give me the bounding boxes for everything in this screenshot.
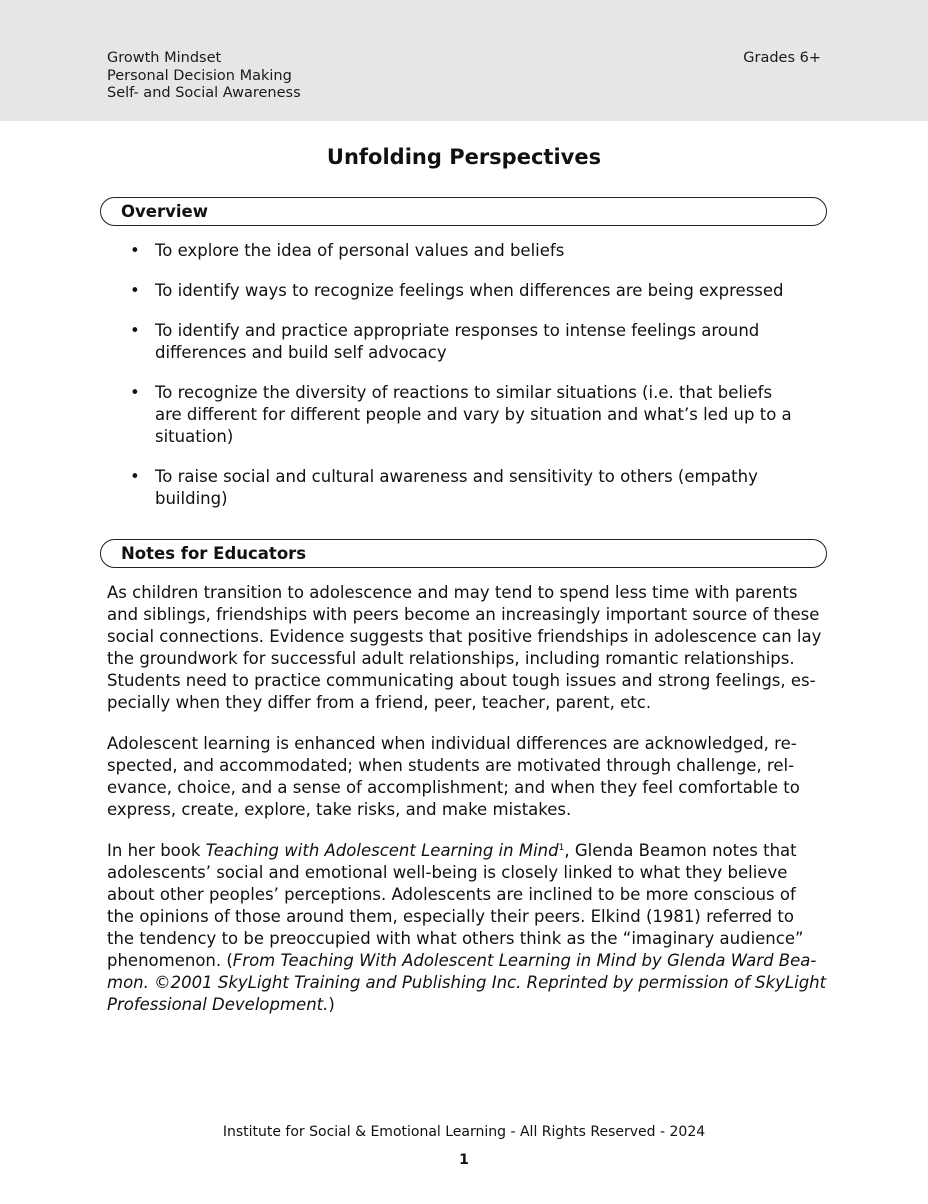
grade-level: Grades 6+ (743, 50, 821, 66)
text-line: express, create, explore, take risks, and make mistakes. (107, 800, 572, 819)
page-title: Unfolding Perspectives (326, 145, 602, 169)
list-item-line: differences and build self advocacy (155, 343, 447, 362)
notes-paragraph (107, 733, 823, 821)
book-title: Teaching with Adolescent Learning in Mind (205, 841, 559, 860)
list-item-line: To identify and practice appropriate responses to intense feelings around (155, 321, 760, 340)
notes-body (107, 582, 827, 1035)
text-line: evance, choice, and a sense of accomplishment; and when they feel comfortable to (107, 778, 800, 797)
text-line: spected, and accommodated; when students are motivated through challenge, rel- (107, 756, 795, 775)
page-number: 1 (459, 1152, 469, 1168)
text-line: social connections. Evidence suggests that positive friendships in adolescence can lay (107, 627, 822, 646)
bullet-icon: • (130, 467, 140, 486)
text-line: adolescents’ social and emotional well-being is closely linked to what they believe (107, 863, 788, 882)
text-line (107, 972, 827, 994)
bullet-icon: • (130, 383, 140, 402)
list-item-line: To identify ways to recognize feelings when differences are being expressed (155, 281, 784, 300)
citation-text: mon. ©2001 SkyLight Training and Publishing Inc. Reprinted by permission of SkyLight (107, 973, 827, 992)
notes-paragraph (107, 582, 823, 714)
notes-paragraph (107, 840, 827, 1016)
list-item-line: are different for different people and vary by situation and what’s led up to a (155, 405, 792, 424)
footnote-marker: 1 (558, 843, 565, 853)
text-fragment: phenomenon. ( (107, 951, 233, 970)
list-item (130, 382, 810, 448)
text-fragment: ) (328, 995, 335, 1014)
text-line: Adolescent learning is enhanced when individual differences are acknowledged, re- (107, 734, 797, 753)
text-fragment: In her book (107, 841, 206, 860)
list-item-line: To explore the idea of personal values and beliefs (155, 241, 565, 260)
text-line (107, 840, 823, 862)
list-item (130, 280, 810, 302)
citation-text: From Teaching With Adolescent Learning in Mind by Glenda Ward Bea- (232, 951, 817, 970)
list-item-line: To raise social and cultural awareness and sensitivity to others (empathy (155, 467, 758, 486)
list-item (130, 240, 810, 262)
topic-label: Growth Mindset (107, 50, 222, 66)
text-line: the opinions of those around them, especially their peers. Elkind (1981) referred to (107, 907, 794, 926)
bullet-icon: • (130, 241, 140, 260)
text-line (107, 994, 823, 1016)
bullet-icon: • (130, 281, 140, 300)
notes-heading-box (100, 539, 827, 568)
citation-text: Professional Development. (107, 995, 329, 1014)
overview-list (130, 240, 810, 528)
text-line: As children transition to adolescence and may tend to spend less time with parents (107, 583, 798, 602)
text-line: about other peoples’ perceptions. Adolescents are inclined to be more conscious of (107, 885, 796, 904)
list-item-line: building) (155, 489, 228, 508)
overview-heading: Overview (121, 202, 208, 221)
text-line (107, 950, 823, 972)
footer-copyright: Institute for Social & Emotional Learning - All Rights Reserved - 2024 (222, 1124, 706, 1140)
text-line: the groundwork for successful adult relationships, including romantic relationships. (107, 649, 795, 668)
page-header (0, 0, 928, 121)
text-line: and siblings, friendships with peers become an increasingly important source of these (107, 605, 820, 624)
text-line: Students need to practice communicating about tough issues and strong feelings, es- (107, 671, 816, 690)
text-fragment: , Glenda Beamon notes that (564, 841, 797, 860)
list-item-line: To recognize the diversity of reactions to similar situations (i.e. that beliefs (155, 383, 773, 402)
list-item-line: situation) (155, 427, 234, 446)
topic-list (107, 50, 301, 103)
overview-heading-box (100, 197, 827, 226)
text-line: pecially when they differ from a friend, peer, teacher, parent, etc. (107, 693, 652, 712)
topic-label: Self- and Social Awareness (107, 85, 301, 101)
list-item (130, 466, 810, 510)
notes-heading: Notes for Educators (121, 544, 307, 563)
topic-label: Personal Decision Making (107, 67, 292, 84)
list-item (130, 320, 810, 364)
bullet-icon: • (130, 321, 140, 340)
text-line: the tendency to be preoccupied with what others think as the “imaginary audience” (107, 929, 804, 948)
